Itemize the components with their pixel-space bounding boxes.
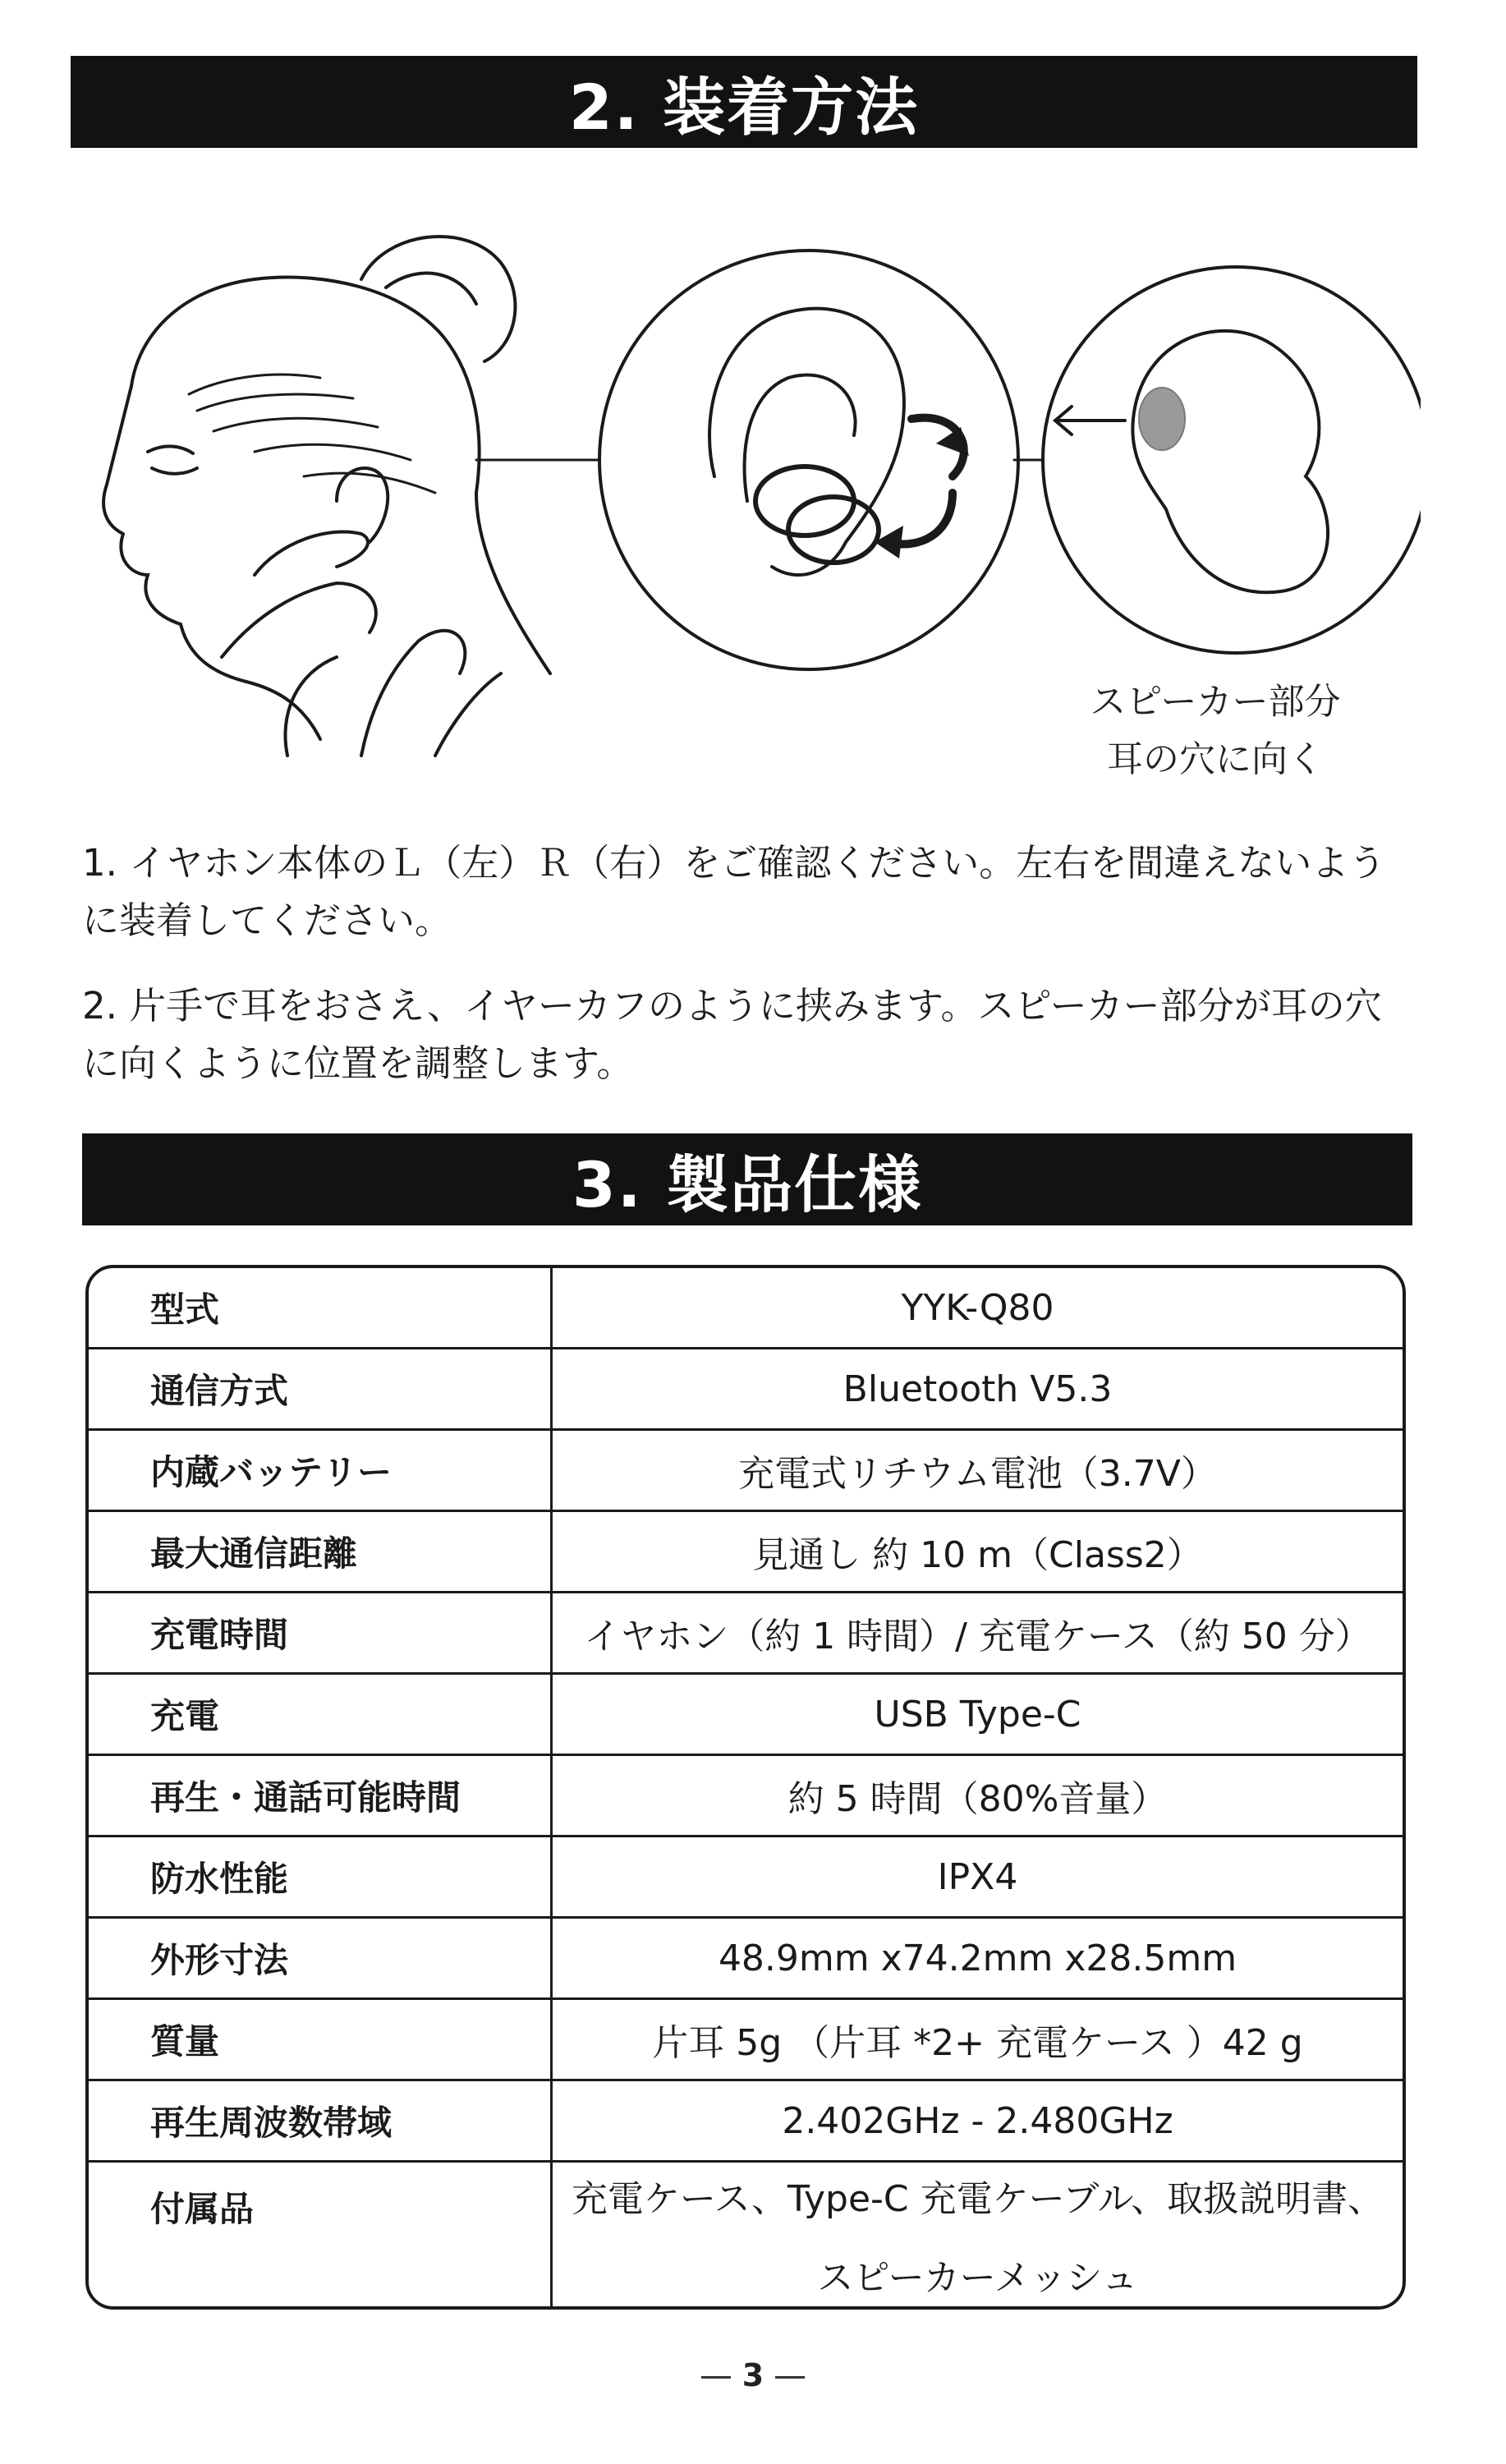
table-row [89, 1837, 1403, 1919]
speaker-caption-line2: 耳の穴に向く [1107, 738, 1324, 780]
spec-value: 約 5 時間（80%音量） [787, 1778, 1168, 1820]
spec-value: イヤホン（約 1 時間）/ 充電ケース（約 50 分） [584, 1616, 1371, 1657]
spec-value: IPX4 [937, 1855, 1018, 1898]
table-row [89, 1919, 1403, 2000]
page-number [0, 2357, 1506, 2393]
section-banner-install [71, 56, 1417, 148]
page-number-text: 3 [742, 2357, 764, 2393]
spec-label: 質量 [89, 2000, 553, 2079]
section-title-install: 2. 装着方法 [568, 70, 920, 144]
spec-value: 見通し 約 10 m（Class2） [752, 1534, 1203, 1576]
spec-value: 充電式リチウム電池（3.7V） [738, 1453, 1217, 1495]
section-title-spec: 3. 製品仕様 [572, 1147, 923, 1221]
spec-value: USB Type-C [874, 1693, 1081, 1735]
page-dash-right [775, 2376, 805, 2379]
spec-label: 防水性能 [89, 1837, 553, 1916]
spec-table [85, 1265, 1406, 2310]
table-row [89, 1512, 1403, 1593]
spec-label: 再生・通話可能時間 [89, 1756, 553, 1835]
spec-value: YYK-Q80 [901, 1286, 1054, 1329]
spec-label: 充電時間 [89, 1593, 553, 1672]
table-row [89, 2000, 1403, 2081]
spec-label: 型式 [89, 1268, 553, 1347]
spec-value-accessories [553, 2163, 1403, 2310]
table-row [89, 1675, 1403, 1756]
table-row [89, 1349, 1403, 1431]
spec-value: 片耳 5g （片耳 *2+ 充電ケース ）42 g [652, 2022, 1303, 2064]
accessories-line2: スピーカーメッシュ [817, 2257, 1138, 2299]
instruction-step-1: 1. イヤホン本体のＬ（左）Ｒ（右）をご確認ください。左右を間違えないように装着してください。 [82, 841, 1386, 942]
earbud-speaker-circle [1043, 267, 1421, 653]
spec-label: 付属品 [89, 2163, 553, 2310]
section-banner-spec [82, 1133, 1412, 1225]
spec-label: 通信方式 [89, 1349, 553, 1428]
table-row [89, 2081, 1403, 2163]
spec-label: 最大通信距離 [89, 1512, 553, 1591]
spec-label: 再生周波数帯域 [89, 2081, 553, 2160]
spec-value: Bluetooth V5.3 [843, 1368, 1113, 1410]
page-dash-left [701, 2376, 731, 2379]
table-row [89, 1431, 1403, 1512]
table-row [89, 1268, 1403, 1349]
woman-head-drawing [103, 237, 550, 756]
spec-label: 内蔵バッテリー [89, 1431, 553, 1510]
spec-label: 外形寸法 [89, 1919, 553, 1997]
spec-value: 48.9mm x74.2mm x28.5mm [718, 1937, 1237, 1979]
table-row-accessories [89, 2163, 1403, 2310]
spec-label: 充電 [89, 1675, 553, 1754]
ear-cuff-circle [599, 251, 1018, 669]
table-row [89, 1593, 1403, 1675]
spec-value: 2.402GHz - 2.480GHz [782, 2099, 1173, 2142]
speaker-caption-line1: スピーカー部分 [1090, 681, 1341, 723]
accessories-line1: 充電ケース、Type-C 充電ケーブル、取扱説明書、 [571, 2178, 1384, 2220]
table-row [89, 1756, 1403, 1837]
instruction-step-2: 2. 片手で耳をおさえ、イヤーカフのように挟みます。スピーカー部分が耳の穴に向くように位置を調整します。 [82, 984, 1382, 1085]
